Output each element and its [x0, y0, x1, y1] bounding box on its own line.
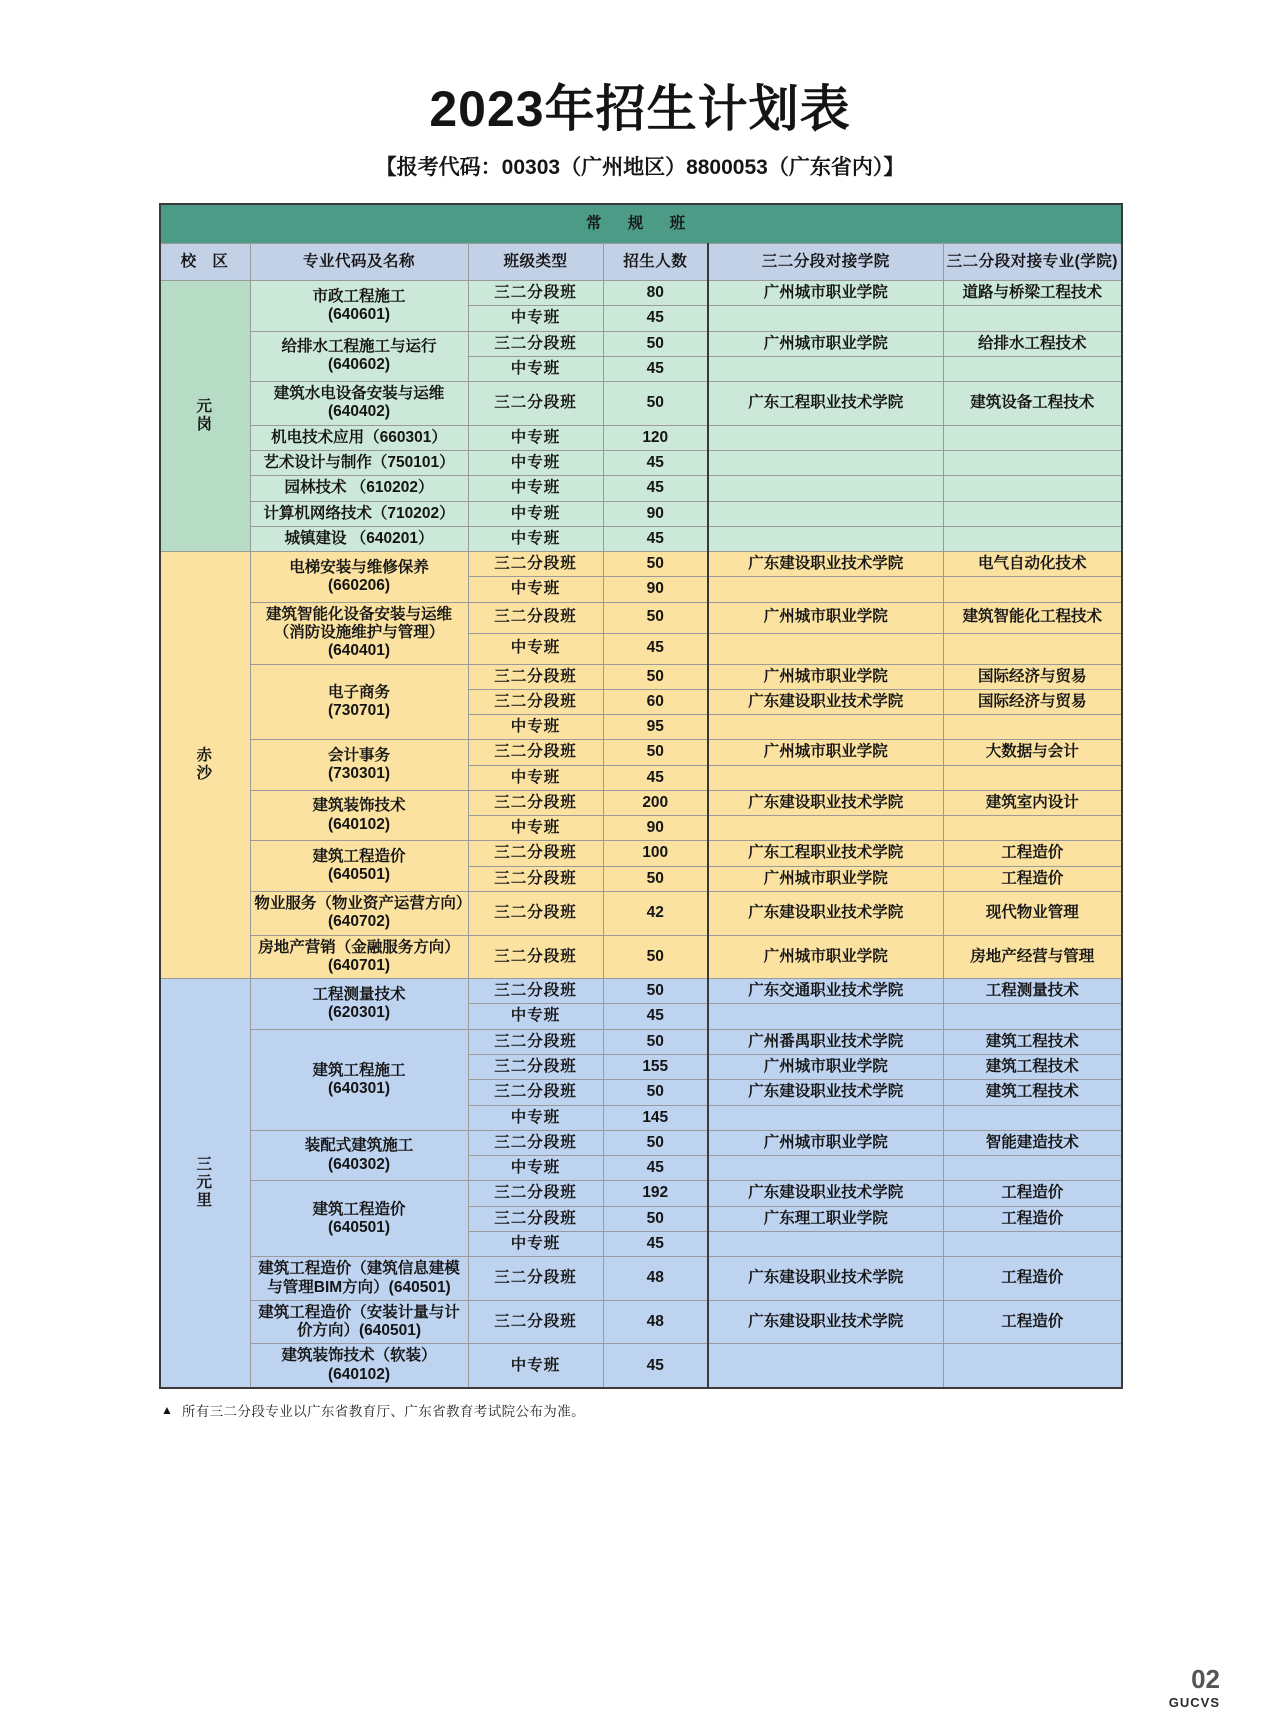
major-cell — [250, 740, 468, 791]
partner-college-cell: 广东建设职业技术学院 — [708, 689, 943, 714]
partner-major-cell: 工程造价 — [943, 1206, 1122, 1231]
major-cell: 建筑装饰技术（软装）(640102) — [250, 1344, 468, 1388]
table-row — [160, 664, 1122, 689]
class-type-cell: 中专班 — [468, 577, 603, 602]
partner-college-cell: 广东建设职业技术学院 — [708, 790, 943, 815]
class-type-cell: 三二分段班 — [468, 1055, 603, 1080]
column-header-partner-college: 三二分段对接学院 — [708, 244, 943, 281]
campus-char: 元 — [196, 397, 214, 415]
major-name: 建筑工程造价 — [312, 1200, 406, 1218]
table-row — [160, 935, 1122, 979]
enroll-count-cell: 45 — [603, 633, 708, 664]
partner-college-cell: 广州城市职业学院 — [708, 935, 943, 979]
major-cell — [250, 331, 468, 382]
major-name: 装配式建筑施工 — [304, 1137, 414, 1155]
major-code: (640501) — [327, 866, 391, 884]
table-column-header-row — [160, 244, 1122, 281]
enroll-count-cell: 45 — [603, 356, 708, 381]
partner-college-cell — [708, 450, 943, 475]
enroll-count-cell: 45 — [603, 1156, 708, 1181]
table-row — [160, 281, 1122, 306]
enroll-count-cell: 45 — [603, 526, 708, 551]
major-cell — [250, 552, 468, 603]
partner-college-cell — [708, 633, 943, 664]
column-header-enroll-count: 招生人数 — [603, 244, 708, 281]
partner-major-cell: 建筑设备工程技术 — [943, 382, 1122, 426]
campus-char: 元 — [196, 1173, 214, 1191]
enroll-count-cell: 50 — [603, 935, 708, 979]
triangle-marker-icon: ▲ — [161, 1402, 173, 1417]
partner-major-cell — [943, 765, 1122, 790]
major-code: (640501) — [327, 1218, 391, 1236]
class-type-cell: 中专班 — [468, 715, 603, 740]
class-type-cell: 三二分段班 — [468, 1206, 603, 1231]
class-type-cell: 中专班 — [468, 1231, 603, 1256]
class-type-cell: 三二分段班 — [468, 664, 603, 689]
table-row — [160, 841, 1122, 866]
table-row — [160, 1300, 1122, 1344]
major-cell: 机电技术应用（660301） — [250, 425, 468, 450]
partner-major-cell — [943, 1105, 1122, 1130]
partner-college-cell — [708, 526, 943, 551]
major-cell — [250, 664, 468, 740]
partner-major-cell: 建筑工程技术 — [943, 1080, 1122, 1105]
class-type-cell: 中专班 — [468, 816, 603, 841]
partner-major-cell — [943, 715, 1122, 740]
partner-major-cell: 智能建造技术 — [943, 1130, 1122, 1155]
partner-college-cell: 广东理工职业学院 — [708, 1206, 943, 1231]
campus-char: 赤 — [196, 746, 214, 764]
partner-major-cell: 给排水工程技术 — [943, 331, 1122, 356]
enroll-count-cell: 50 — [603, 866, 708, 891]
class-type-cell: 三二分段班 — [468, 1181, 603, 1206]
class-type-cell: 三二分段班 — [468, 1080, 603, 1105]
column-header-class-type: 班级类型 — [468, 244, 603, 281]
class-type-cell: 三二分段班 — [468, 1130, 603, 1155]
enroll-count-cell: 45 — [603, 1004, 708, 1029]
enroll-count-cell: 48 — [603, 1300, 708, 1344]
table-row — [160, 979, 1122, 1004]
partner-major-cell: 工程造价 — [943, 1257, 1122, 1301]
footnote-text: 所有三二分段专业以广东省教育厅、广东省教育考试院公布为准。 — [181, 1403, 585, 1419]
major-cell — [250, 841, 468, 892]
major-cell — [250, 281, 468, 332]
partner-college-cell: 广东建设职业技术学院 — [708, 1080, 943, 1105]
partner-major-cell — [943, 450, 1122, 475]
major-cell: 物业服务（物业资产运营方向）(640702) — [250, 892, 468, 936]
class-type-cell: 中专班 — [468, 1105, 603, 1130]
class-type-cell: 三二分段班 — [468, 382, 603, 426]
enroll-count-cell: 80 — [603, 281, 708, 306]
partner-major-cell — [943, 501, 1122, 526]
major-cell — [250, 979, 468, 1030]
partner-college-cell — [708, 501, 943, 526]
campus-label-yuangang — [160, 281, 250, 552]
partner-college-cell: 广州城市职业学院 — [708, 1130, 943, 1155]
major-cell: 建筑工程造价（建筑信息建模与管理BIM方向）(640501) — [250, 1257, 468, 1301]
enroll-count-cell: 50 — [603, 602, 708, 633]
major-code: (640602) — [327, 356, 391, 374]
table-row — [160, 450, 1122, 475]
class-type-cell: 三二分段班 — [468, 841, 603, 866]
major-cell: 城镇建设 （640201） — [250, 526, 468, 551]
table-row — [160, 740, 1122, 765]
major-code: (730701) — [327, 701, 391, 719]
page-title: 2023年招生计划表 — [429, 81, 851, 137]
class-type-cell: 中专班 — [468, 1344, 603, 1388]
partner-major-cell: 工程造价 — [943, 841, 1122, 866]
enroll-count-cell: 155 — [603, 1055, 708, 1080]
partner-college-cell: 广州城市职业学院 — [708, 1055, 943, 1080]
enroll-count-cell: 45 — [603, 450, 708, 475]
class-type-cell: 三二分段班 — [468, 790, 603, 815]
enroll-count-cell: 50 — [603, 552, 708, 577]
class-type-cell: 三二分段班 — [468, 740, 603, 765]
partner-major-cell: 建筑室内设计 — [943, 790, 1122, 815]
column-header-campus: 校 区 — [160, 244, 250, 281]
class-type-cell: 三二分段班 — [468, 979, 603, 1004]
partner-college-cell: 广州城市职业学院 — [708, 866, 943, 891]
major-name: 建筑装饰技术 — [312, 797, 406, 815]
brand-logo-text: GUCVS — [1168, 1695, 1220, 1710]
campus-char: 岗 — [196, 416, 214, 434]
major-code: (730301) — [327, 765, 391, 783]
enroll-count-cell: 50 — [603, 740, 708, 765]
partner-major-cell — [943, 356, 1122, 381]
partner-major-cell: 国际经济与贸易 — [943, 664, 1122, 689]
partner-major-cell — [943, 526, 1122, 551]
partner-major-cell: 建筑智能化工程技术 — [943, 602, 1122, 633]
table-row — [160, 602, 1122, 633]
partner-college-cell: 广东工程职业技术学院 — [708, 841, 943, 866]
table-banner-label: 常 规 班 — [160, 204, 1122, 244]
partner-college-cell — [708, 577, 943, 602]
campus-char: 三 — [196, 1155, 214, 1173]
enroll-count-cell: 90 — [603, 577, 708, 602]
table-row — [160, 331, 1122, 356]
enroll-count-cell: 90 — [603, 816, 708, 841]
class-type-cell: 中专班 — [468, 633, 603, 664]
major-name: 建筑工程造价 — [312, 847, 406, 865]
class-type-cell: 三二分段班 — [468, 552, 603, 577]
enroll-count-cell: 100 — [603, 841, 708, 866]
class-type-cell: 三二分段班 — [468, 602, 603, 633]
table-row — [160, 501, 1122, 526]
partner-major-cell: 工程造价 — [943, 866, 1122, 891]
class-type-cell: 三二分段班 — [468, 1257, 603, 1301]
partner-major-cell: 房地产经营与管理 — [943, 935, 1122, 979]
major-cell — [250, 382, 468, 426]
table-row — [160, 552, 1122, 577]
partner-college-cell — [708, 1004, 943, 1029]
major-name: 建筑水电设备安装与运维 — [273, 385, 445, 403]
class-type-cell: 中专班 — [468, 1156, 603, 1181]
class-type-cell: 中专班 — [468, 306, 603, 331]
major-cell — [250, 1130, 468, 1181]
partner-college-cell: 广州城市职业学院 — [708, 664, 943, 689]
partner-college-cell: 广东建设职业技术学院 — [708, 892, 943, 936]
major-cell — [250, 790, 468, 841]
major-name: 电子商务 — [327, 683, 390, 701]
partner-major-cell: 电气自动化技术 — [943, 552, 1122, 577]
partner-major-cell — [943, 1344, 1122, 1388]
column-header-partner-major: 三二分段对接专业(学院) — [943, 244, 1122, 281]
partner-college-cell: 广州城市职业学院 — [708, 331, 943, 356]
partner-college-cell — [708, 306, 943, 331]
class-type-cell: 三二分段班 — [468, 866, 603, 891]
table-row — [160, 1181, 1122, 1206]
class-type-cell: 三二分段班 — [468, 689, 603, 714]
partner-major-cell — [943, 816, 1122, 841]
partner-college-cell: 广州城市职业学院 — [708, 740, 943, 765]
major-cell: 艺术设计与制作（750101） — [250, 450, 468, 475]
partner-major-cell — [943, 425, 1122, 450]
class-type-cell: 三二分段班 — [468, 1029, 603, 1054]
enroll-count-cell: 48 — [603, 1257, 708, 1301]
partner-major-cell: 现代物业管理 — [943, 892, 1122, 936]
partner-major-cell: 道路与桥梁工程技术 — [943, 281, 1122, 306]
table-row — [160, 1130, 1122, 1155]
partner-major-cell: 建筑工程技术 — [943, 1029, 1122, 1054]
enroll-count-cell: 120 — [603, 425, 708, 450]
table-row — [160, 476, 1122, 501]
table-row — [160, 1029, 1122, 1054]
major-code: (640302) — [327, 1155, 391, 1173]
partner-college-cell — [708, 1231, 943, 1256]
major-name: 会计事务 — [327, 746, 390, 764]
partner-college-cell — [708, 425, 943, 450]
enroll-count-cell: 50 — [603, 1080, 708, 1105]
enroll-count-cell: 45 — [603, 765, 708, 790]
major-cell: 计算机网络技术（710202） — [250, 501, 468, 526]
partner-college-cell — [708, 1156, 943, 1181]
table-row — [160, 1344, 1122, 1388]
major-name: 市政工程施工 — [312, 287, 406, 305]
table-row — [160, 425, 1122, 450]
major-cell: 建筑智能化设备安装与运维（消防设施维护与管理）(640401) — [250, 602, 468, 664]
class-type-cell: 中专班 — [468, 450, 603, 475]
partner-college-cell — [708, 765, 943, 790]
partner-college-cell: 广东建设职业技术学院 — [708, 552, 943, 577]
table-row — [160, 1257, 1122, 1301]
admission-plan-table — [159, 203, 1123, 1389]
footnote — [157, 1400, 1123, 1420]
table-row — [160, 892, 1122, 936]
enroll-count-cell: 45 — [603, 476, 708, 501]
enroll-count-cell: 145 — [603, 1105, 708, 1130]
enroll-count-cell: 50 — [603, 331, 708, 356]
class-type-cell: 三二分段班 — [468, 935, 603, 979]
class-type-cell: 中专班 — [468, 476, 603, 501]
campus-char: 里 — [196, 1192, 214, 1210]
major-name: 建筑工程施工 — [312, 1061, 406, 1079]
class-type-cell: 三二分段班 — [468, 1300, 603, 1344]
partner-college-cell — [708, 816, 943, 841]
partner-major-cell — [943, 476, 1122, 501]
table-row — [160, 382, 1122, 426]
partner-college-cell: 广东建设职业技术学院 — [708, 1300, 943, 1344]
major-cell: 房地产营销（金融服务方向）(640701) — [250, 935, 468, 979]
class-type-cell: 中专班 — [468, 356, 603, 381]
table-banner-row — [160, 204, 1122, 244]
class-type-cell: 中专班 — [468, 765, 603, 790]
partner-college-cell — [708, 1344, 943, 1388]
major-cell — [250, 1181, 468, 1257]
partner-college-cell — [708, 356, 943, 381]
page-footer — [1169, 1666, 1220, 1710]
table-row — [160, 526, 1122, 551]
enroll-count-cell: 90 — [603, 501, 708, 526]
page-number: 02 — [1191, 1664, 1220, 1694]
partner-major-cell: 国际经济与贸易 — [943, 689, 1122, 714]
partner-major-cell — [943, 1231, 1122, 1256]
major-name: 给排水工程施工与运行 — [281, 338, 437, 356]
major-code: (640301) — [327, 1079, 391, 1097]
partner-college-cell: 广州城市职业学院 — [708, 602, 943, 633]
partner-college-cell: 广州城市职业学院 — [708, 281, 943, 306]
major-cell — [250, 1029, 468, 1130]
enroll-count-cell: 200 — [603, 790, 708, 815]
enroll-count-cell: 50 — [603, 382, 708, 426]
enroll-count-cell: 50 — [603, 664, 708, 689]
major-name: 工程测量技术 — [312, 985, 406, 1003]
partner-major-cell: 工程造价 — [943, 1300, 1122, 1344]
partner-major-cell: 工程测量技术 — [943, 979, 1122, 1004]
page-subtitle: 【报考代码：00303（广州地区）8800053（广东省内）】 — [375, 156, 905, 179]
class-type-cell: 三二分段班 — [468, 892, 603, 936]
campus-char: 沙 — [196, 765, 214, 783]
partner-college-cell: 广东建设职业技术学院 — [708, 1257, 943, 1301]
partner-major-cell — [943, 306, 1122, 331]
enroll-count-cell: 45 — [603, 1231, 708, 1256]
campus-label-chisha — [160, 552, 250, 979]
enroll-count-cell: 42 — [603, 892, 708, 936]
class-type-cell: 三二分段班 — [468, 331, 603, 356]
partner-college-cell: 广东工程职业技术学院 — [708, 382, 943, 426]
major-name: 电梯安装与维修保养 — [289, 558, 429, 576]
class-type-cell: 中专班 — [468, 425, 603, 450]
enroll-count-cell: 192 — [603, 1181, 708, 1206]
class-type-cell: 中专班 — [468, 501, 603, 526]
partner-college-cell: 广东建设职业技术学院 — [708, 1181, 943, 1206]
plan-table-wrapper — [159, 203, 1121, 1389]
partner-college-cell: 广州番禺职业技术学院 — [708, 1029, 943, 1054]
partner-major-cell — [943, 1004, 1122, 1029]
enroll-count-cell: 50 — [603, 1130, 708, 1155]
enroll-count-cell: 95 — [603, 715, 708, 740]
major-cell: 园林技术 （610202） — [250, 476, 468, 501]
partner-major-cell — [943, 577, 1122, 602]
major-code: (620301) — [327, 1003, 391, 1021]
partner-major-cell: 建筑工程技术 — [943, 1055, 1122, 1080]
class-type-cell: 中专班 — [468, 526, 603, 551]
table-row — [160, 790, 1122, 815]
class-type-cell: 三二分段班 — [468, 281, 603, 306]
partner-college-cell: 广东交通职业技术学院 — [708, 979, 943, 1004]
enroll-count-cell: 50 — [603, 1206, 708, 1231]
enroll-count-cell: 45 — [603, 1344, 708, 1388]
partner-major-cell: 大数据与会计 — [943, 740, 1122, 765]
class-type-cell: 中专班 — [468, 1004, 603, 1029]
enroll-count-cell: 50 — [603, 979, 708, 1004]
partner-college-cell — [708, 715, 943, 740]
major-code: (660206) — [327, 576, 391, 594]
partner-major-cell: 工程造价 — [943, 1181, 1122, 1206]
major-code: (640402) — [327, 403, 391, 421]
partner-college-cell — [708, 476, 943, 501]
column-header-major: 专业代码及名称 — [250, 244, 468, 281]
major-cell: 建筑工程造价（安装计量与计价方向）(640501) — [250, 1300, 468, 1344]
campus-label-sanyuanli — [160, 979, 250, 1388]
enroll-count-cell: 50 — [603, 1029, 708, 1054]
partner-major-cell — [943, 633, 1122, 664]
major-code: (640601) — [327, 305, 391, 323]
partner-major-cell — [943, 1156, 1122, 1181]
major-code: (640102) — [327, 815, 391, 833]
enroll-count-cell: 45 — [603, 306, 708, 331]
enroll-count-cell: 60 — [603, 689, 708, 714]
partner-college-cell — [708, 1105, 943, 1130]
